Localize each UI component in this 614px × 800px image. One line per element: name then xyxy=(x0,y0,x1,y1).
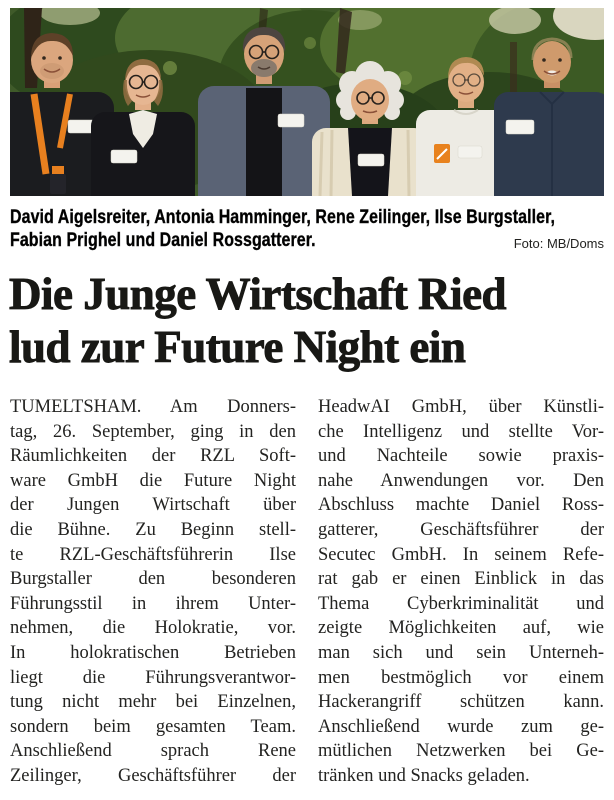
headline-line-1: Die Junge Wirtschaft Ried xyxy=(9,269,507,319)
body-line: mütlichen Netzwerken bei Ge- xyxy=(318,741,604,762)
body-line: liegt die Führungsverantwor- xyxy=(10,667,296,688)
body-line: TUMELTSHAM. Am Donners- xyxy=(10,397,296,417)
body-line: tränken und Snacks geladen. xyxy=(318,765,530,786)
body-line: rat gab er einen Einblick in das xyxy=(318,569,604,590)
body-line: sondern beim gesamten Team. xyxy=(10,716,296,737)
body-line: nehmen, die Holokratie, vor. xyxy=(10,618,296,639)
body-column-left xyxy=(10,395,296,789)
body-line: gatterer, Geschäftsführer der xyxy=(318,519,604,540)
body-line: Thema Cyberkriminalität und xyxy=(318,593,604,614)
name-tag xyxy=(278,114,304,127)
body-line: die Bühne. Zu Beginn stell- xyxy=(10,519,296,540)
body-line: nahe Anwendungen vor. Den xyxy=(318,470,604,491)
body-line: Anschließend wurde zum ge- xyxy=(318,716,604,737)
body-line: ware GmbH die Future Night xyxy=(10,470,296,491)
body-line: Führungsstil in ihrem Unter- xyxy=(10,593,296,614)
name-tag xyxy=(358,154,384,166)
body-line: Abschluss machte Daniel Ross- xyxy=(318,495,604,516)
body-line: In holokratischen Betrieben xyxy=(10,642,296,663)
body-line: te RZL-Geschäftsführerin Ilse xyxy=(10,544,296,565)
body-line: und Nachteile sowie praxis- xyxy=(318,446,604,467)
body-line: der Jungen Wirtschaft über xyxy=(10,495,296,516)
article-photo xyxy=(10,8,604,196)
name-tag xyxy=(111,150,137,163)
body-line: tag, 26. September, ging in den xyxy=(10,421,296,442)
name-tag xyxy=(68,120,94,133)
article-headline xyxy=(9,268,609,374)
photo-credit: Foto: MB/Doms xyxy=(513,236,604,251)
caption-line-1: David Aigelsreiter, Antonia Hamminger, Rene Zeilinger, Ilse Burgstaller, xyxy=(10,207,556,228)
caption-line-2: Fabian Prighel und Daniel Rossgatterer. xyxy=(10,230,316,251)
headline-line-2: lud zur Future Night ein xyxy=(9,322,466,372)
body-column-right xyxy=(318,395,604,789)
name-tag xyxy=(506,120,534,134)
article-body xyxy=(10,395,604,789)
body-line: man sich und sein Unterneh- xyxy=(318,642,604,663)
body-line: Anschließend sprach Rene xyxy=(10,741,296,762)
body-line: Räumlichkeiten der RZL Soft- xyxy=(10,446,296,467)
body-line: Hackerangriff schützen kann. xyxy=(318,692,604,713)
body-line: HeadwAI GmbH, über Künstli- xyxy=(318,397,604,417)
body-line: Burgstaller den besonderen xyxy=(10,569,296,590)
name-tag xyxy=(458,146,482,158)
body-line: men bestmöglich vor einem xyxy=(318,667,604,688)
body-line: zeigte Möglichkeiten auf, wie xyxy=(318,618,604,639)
body-line: Zeilinger, Geschäftsführer der xyxy=(10,765,296,786)
photo-scene xyxy=(10,8,604,196)
body-line: Secutec GmbH. In seinem Refe- xyxy=(318,544,604,565)
body-line: che Intelligenz und stellte Vor- xyxy=(318,421,604,442)
body-line: tung nicht mehr bei Einzelnen, xyxy=(10,692,296,713)
